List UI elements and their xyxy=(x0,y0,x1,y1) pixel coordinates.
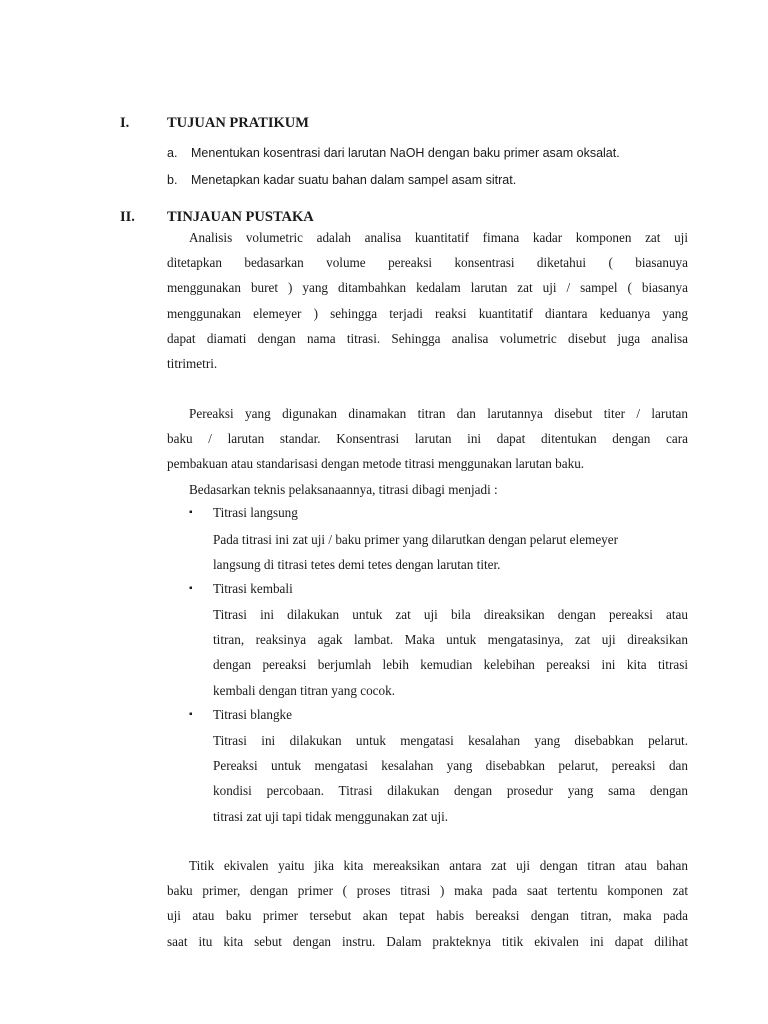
paragraph-pereaksi xyxy=(167,401,688,477)
section-1-number: I. xyxy=(120,115,130,131)
para1-line: Analisis volumetric adalah analisa kuantitatif fimana kadar komponen zat uji xyxy=(189,230,688,245)
titration-types-intro: Bedasarkan teknis pelaksanaannya, titrasi dibagi menjadi : xyxy=(189,482,498,497)
bullet-title-titrasi-blangke: Titrasi blangke xyxy=(213,707,293,722)
para3-line: uji atau baku primer tersebut akan tepat habis bereaksi dengan titran, maka pada xyxy=(167,908,688,924)
para1-line: dapat diamati dengan nama titrasi. Sehingga analisa volumetric disebut juga analisa xyxy=(167,330,688,346)
bullet-body-line: dengan pereaksi berjumlah lebih kemudian kelebihan pereaksi ini kita titrasi xyxy=(213,657,688,673)
bullet-body-line: Pada titrasi ini zat uji / baku primer yang dilarutkan dengan pelarut elemeyer xyxy=(213,532,619,547)
paragraph-analisis-volumetric xyxy=(167,225,688,376)
para1-line: menggunakan buret ) yang ditambahkan kedalam larutan zat uji / sampel ( biasanya xyxy=(167,280,688,296)
bullet-body-line: Pereaksi untuk mengatasi kesalahan yang disebabkan pelarut, pereaksi dan xyxy=(213,758,688,774)
bullet-body-line: Titrasi ini dilakukan untuk zat uji bila direaksikan dengan pereaksi atau xyxy=(213,607,688,622)
bullet-marker-icon: ▪ xyxy=(189,709,193,720)
bullet-body-line: titran, reaksinya agak lambat. Maka untuk mengatasinya, zat uji direaksikan xyxy=(213,632,688,648)
bullet-body-titrasi-langsung xyxy=(213,527,688,577)
para1-line: menggunakan elemeyer ) sehingga terjadi reaksi kuantitatif diantara keduanya yang xyxy=(167,305,688,321)
bullet-marker-icon: ▪ xyxy=(189,507,193,518)
para2-line: pembakuan atau standarisasi dengan metode titrasi menggunakan larutan baku. xyxy=(167,456,585,472)
objective-a-marker: a. xyxy=(167,146,178,160)
para3-line: baku primer, dengan primer ( proses titrasi ) maka pada saat tertentu komponen zat xyxy=(167,883,688,899)
bullet-title-titrasi-kembali: Titrasi kembali xyxy=(213,581,293,596)
bullet-body-line: kondisi percobaan. Titrasi dilakukan dengan prosedur yang sama dengan xyxy=(213,783,688,799)
bullet-title-titrasi-langsung: Titrasi langsung xyxy=(213,505,298,520)
bullet-body-line: kembali dengan titran yang cocok. xyxy=(213,682,395,698)
para2-line: baku / larutan standar. Konsentrasi larutan ini dapat ditentukan dengan cara xyxy=(167,431,688,447)
bullet-body-line: Titrasi ini dilakukan untuk mengatasi kesalahan yang disebabkan pelarut. xyxy=(213,733,688,748)
objective-b-text: Menetapkan kadar suatu bahan dalam sampel asam sitrat. xyxy=(191,173,517,187)
paragraph-titik-ekivalen xyxy=(167,853,688,954)
bullet-body-titrasi-kembali xyxy=(213,602,688,703)
section-1-title: TUJUAN PRATIKUM xyxy=(167,115,309,131)
para3-line: saat itu kita sebut dengan instru. Dalam prakteknya titik ekivalen ini dapat dilihat xyxy=(167,933,688,949)
bullet-body-line: langsung di titrasi tetes demi tetes dengan larutan titer. xyxy=(213,557,501,573)
objective-a-text: Menentukan kosentrasi dari larutan NaOH dengan baku primer asam oksalat. xyxy=(191,146,620,160)
para3-line: Titik ekivalen yaitu jika kita mereaksikan antara zat uji dengan titran atau bahan xyxy=(189,858,688,873)
bullet-body-titrasi-blangke xyxy=(213,728,688,829)
para1-line: ditetapkan bedasarkan volume pereaksi konsentrasi diketahui ( biasanuya xyxy=(167,255,688,271)
section-2-number: II. xyxy=(120,209,135,225)
objective-b-marker: b. xyxy=(167,173,178,187)
section-2-title: TINJAUAN PUSTAKA xyxy=(167,209,314,225)
bullet-body-line: titrasi zat uji tapi tidak menggunakan zat uji. xyxy=(213,808,449,824)
para2-line: Pereaksi yang digunakan dinamakan titran dan larutannya disebut titer / larutan xyxy=(189,406,688,421)
bullet-marker-icon: ▪ xyxy=(189,583,193,594)
para1-line: titrimetri. xyxy=(167,355,218,371)
